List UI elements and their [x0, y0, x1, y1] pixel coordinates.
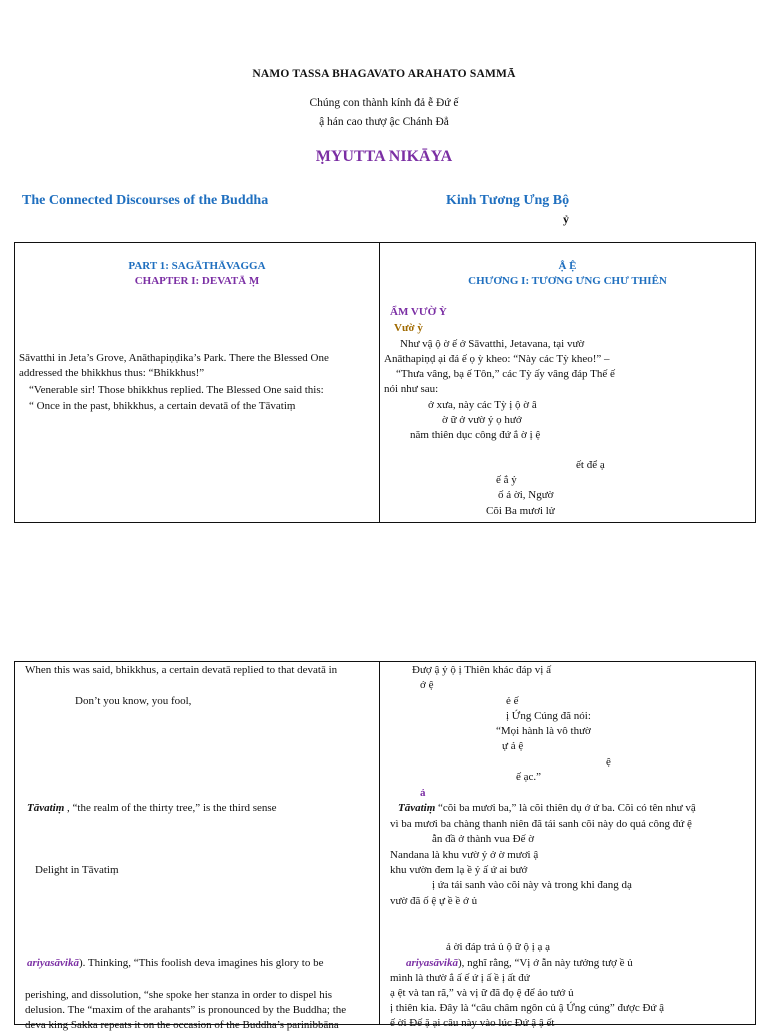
vn-line-8: ết để ạ: [576, 459, 605, 471]
parallel-table-2: [14, 661, 756, 1031]
en2-line-4: Delight in Tāvatiṃ: [35, 864, 119, 876]
tavatimsa-term: Tāvatiṃ: [27, 802, 65, 814]
en2-line-1: When this was said, bhikkhus, a certain devatā replied to that devatā in: [25, 664, 338, 676]
parallel-table-1: [14, 242, 756, 523]
vn2-line-21: ị thiên kia. Đây là “câu châm ngôn củ ậ Ứng cúng” được Đứ ậ: [390, 1002, 664, 1014]
vn2-line-2: ớ ệ: [420, 679, 434, 691]
ariyasavika-term: ariyasāvikā: [27, 957, 79, 969]
vn-line-3: “Thưa vâng, bạ ế Tôn,” các Tỳ ấy vâng đáp Thế ế: [396, 368, 615, 380]
vn2-line-6: ự ả ệ: [502, 740, 524, 752]
chapter-heading-vn: CHƯƠNG I: TƯƠNG ƯNG CHƯ THIÊN: [468, 275, 667, 287]
vn2-line-17: ả ời đáp trả ủ ộ ữ ộ ị ạ ạ: [446, 941, 551, 953]
en2-line-3-rest: , “the realm of the thirty tree,” is the third sense: [64, 802, 277, 814]
vn-line-9: ế ắ ỷ: [496, 474, 517, 486]
en-para-1: Sāvatthi in Jeta’s Grove, Anāthapiṇḍika’s Park. There the Blessed One: [19, 352, 329, 364]
vn2-line-7: ệ: [606, 756, 611, 768]
en2-line-8: deva king Sakka repeats it on the occasion of the Buddha’s parinibbāna: [25, 1019, 339, 1031]
en-para-3: “Venerable sir! Those bhikkhus replied. The Blessed One said this:: [29, 384, 324, 396]
header-subtitle-1: Chúng con thành kính đả ễ Đứ ế: [309, 97, 459, 109]
vn2-line-4: ị Ứng Cúng đã nói:: [506, 710, 591, 722]
vn-line-4: nói như sau:: [384, 383, 439, 395]
vn2-line-16: vườ đã ố ệ ự ề ề ớ ủ: [390, 895, 478, 907]
en2-line-5: [27, 956, 323, 971]
vn2-line-1: Đượ ậ ỷ ộ ị Thiên khác đáp vị ấ: [412, 664, 551, 676]
vn2-line-20: ạ ệt và tan rã,” và vị ữ đã đọ ệ để ảo tướ ủ: [390, 987, 574, 999]
tavatimsa-term-vn: Tāvatiṃ: [398, 802, 436, 814]
vn-section-2: Vườ ỳ: [394, 322, 423, 334]
vn-line-5: ở xưa, này các Tỳ ị ộ ờ â: [428, 399, 537, 411]
en2-line-3: [27, 801, 277, 816]
vn2-line-15: ị ứa tái sanh vào cõi này và trong khi đang dạ: [432, 879, 632, 891]
vn2-line-10-rest: “cõi ba mươi ba,” là cõi thiên dụ ớ ứ ba. Cõi có tên như vậ: [435, 802, 696, 814]
header-subtitle-2: ậ hán cao thượ ậc Chánh Đẳ: [319, 116, 449, 128]
en2-line-7: delusion. The “maxim of the arahants” is pronounced by the Buddha; the: [25, 1004, 347, 1016]
nikaya-title: ṂYUTTA NIKĀYA: [315, 148, 453, 165]
table1-right-cell: [380, 243, 756, 523]
en-para-2: addressed the bhikkhus thus: “Bhikkhus!”: [19, 367, 205, 379]
vn2-line-18-rest: ), nghĩ rằng, “Vị ớ ẫn này tưởng tượ ề ủ: [457, 957, 633, 969]
vn-line-6: ờ ữ ở vườ ỷ ọ hướ: [442, 414, 522, 426]
vn-line-7: năm thiên dục công đứ ắ ờ ị ệ: [410, 429, 541, 441]
table2-right-cell: [380, 662, 756, 1029]
vn2-line-3: ẻ ế: [506, 695, 519, 707]
vn2-line-10: [398, 801, 696, 816]
part-heading: PART 1: SAGĀTHĀVAGGA: [128, 260, 266, 272]
vn2-line-8: ế ạc.”: [516, 771, 542, 783]
chapter-heading-en: CHAPTER I: DEVATĀ Ṃ: [134, 275, 260, 287]
vn-line-1: Như vậ ộ ờ ế ở Sāvatthi, Jetavana, tại vườ: [400, 338, 585, 350]
vietnamese-title: Kinh Tương Ưng Bộ: [446, 193, 570, 208]
vn2-line-11: vì ba mươi ba chàng thanh niên đã tái sanh cõi này do quả công đứ ệ: [390, 818, 692, 830]
en-para-4: “ Once in the past, bhikkhus, a certain devatā of the Tāvatiṃ: [29, 400, 296, 412]
ariyasavika-term-vn: ariyasāvikā: [406, 957, 458, 969]
vn2-line-13: Nandana là khu vườ ỷ ở ờ mươi ậ: [390, 849, 539, 861]
en2-line-2: Don’t you know, you fool,: [75, 695, 192, 707]
en2-line-6: perishing, and dissolution, “she spoke her stanza in order to dispel his: [25, 989, 333, 1001]
vn2-line-14: khu vườn đem lạ ề ỷ ấ ứ ai bướ: [390, 864, 528, 876]
vietnamese-title-sub: ỷ: [563, 212, 569, 226]
table1-left-cell: [15, 243, 380, 523]
vn2-line-18: [406, 956, 633, 971]
vn2-line-19: mình là thườ ắ ấ ế ứ ị ấ ề ị ất đứ: [390, 972, 530, 984]
vn2-line-22: ế ời Đế ặ ại câu này vào lúc Đứ ậ ậ ết: [390, 1017, 555, 1029]
vn-line-10: ố ả ời, Ngườ: [498, 489, 554, 501]
english-title: The Connected Discourses of the Buddha: [22, 193, 269, 208]
header-title: NAMO TASSA BHAGAVATO ARAHATO SAMMĀ: [252, 68, 516, 80]
vn-part-heading: Ậ Ệ: [558, 260, 577, 272]
vn2-line-9: ả: [420, 787, 426, 799]
vn2-line-12: ẫn đầ ở thành vua Đế ờ: [432, 833, 535, 845]
table2-left-cell: [15, 662, 380, 1031]
vn-line-2: Anāthapiṇḍ ại đả ế ọ ỳ kheo: “Này các Tỳ kheo!” –: [384, 353, 610, 365]
vn-line-11: Cõi Ba mươi lử: [486, 505, 555, 517]
en2-line-5-rest: ). Thinking, “This foolish deva imagines his glory to be: [78, 957, 324, 969]
vn-section-1: ẨM VƯỜ Ỳ: [390, 306, 447, 318]
vn2-line-5: “Mọi hành là vô thườ: [496, 725, 591, 737]
